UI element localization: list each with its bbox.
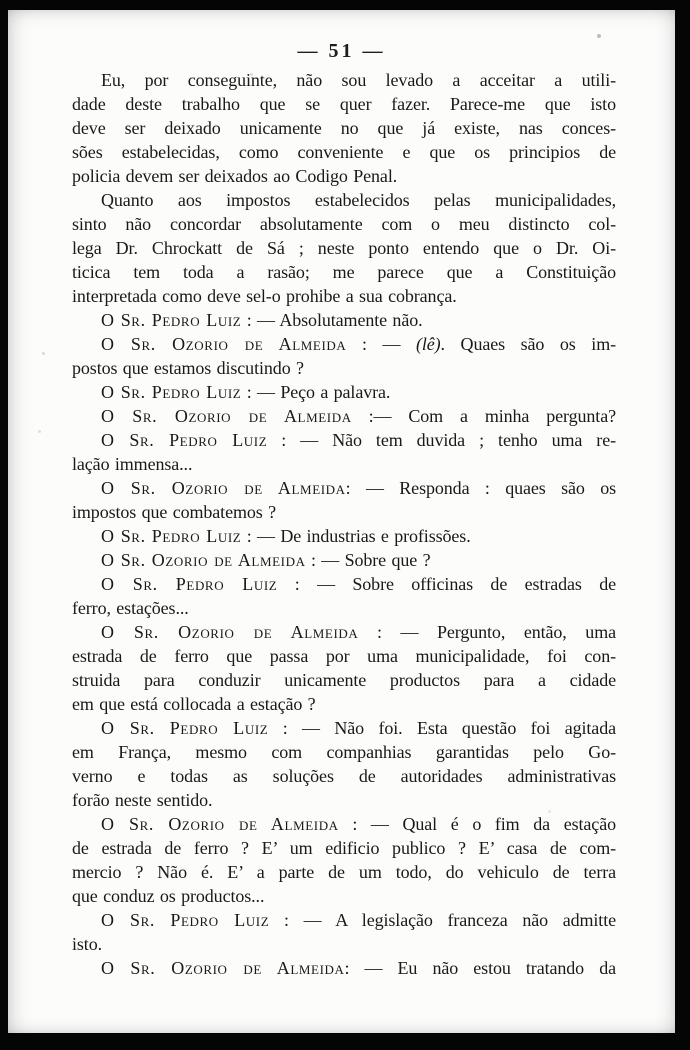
paragraph [72, 956, 616, 980]
text-line [72, 668, 616, 692]
text-run: Quanto aos impostos estabelecidos pelas municipalidades, [101, 190, 616, 210]
scan-speck [597, 34, 601, 38]
text-line [72, 644, 616, 668]
text-run: de estrada de ferro ? E’ um edificio publico ? E’ casa de com- [72, 838, 616, 858]
text-run: impostos que combatemos ? [72, 502, 276, 522]
paragraph [72, 812, 616, 908]
text-line [72, 596, 616, 620]
paragraph [72, 620, 616, 716]
text-run: : — Absolutamente não. [241, 310, 423, 330]
text-line [72, 572, 616, 596]
speaker-name: O Sr. Ozorio de Almeida [101, 406, 352, 426]
text-line [72, 308, 616, 332]
text-run: : — Responda : quaes são os [345, 478, 616, 498]
speaker-name: O Sr. Pedro Luiz [101, 574, 278, 594]
paragraph [72, 524, 616, 548]
text-run: : — Qual é o fim da estação [338, 814, 616, 834]
speaker-name: O Sr. Pedro Luiz [101, 430, 268, 450]
text-run: . Quaes são os im- [440, 334, 616, 354]
speaker-name: O Sr. Pedro Luiz [101, 910, 270, 930]
text-run: deve ser deixado unicamente no que já existe, nas conces- [72, 118, 616, 138]
text-line [72, 908, 616, 932]
text-line [72, 380, 616, 404]
text-run: que conduz os productos... [72, 886, 265, 906]
text-line [72, 692, 616, 716]
document-page [8, 10, 675, 1033]
text-line [72, 884, 616, 908]
speaker-name: O Sr. Ozorio de Almeida [101, 334, 347, 354]
text-run: :— Com a minha pergunta? [351, 406, 616, 426]
text-run: : — Não foi. Esta questão foi agitada [268, 718, 616, 738]
text-run: forão neste sentido. [72, 790, 213, 810]
text-line [72, 956, 616, 980]
speaker-name: O Sr. Ozorio de Almeida [101, 550, 306, 570]
text-line [72, 284, 616, 308]
paragraph [72, 428, 616, 476]
text-run: : — Sobre que ? [305, 550, 431, 570]
text-line [72, 860, 616, 884]
stage-direction: (lê) [415, 334, 441, 354]
text-line [72, 548, 616, 572]
paragraph [72, 572, 616, 620]
text-run: ticica tem toda a rasão; me parece que a Constituição [72, 262, 616, 282]
text-line [72, 524, 616, 548]
scan-speck [42, 352, 45, 355]
text-run: : — Pergunto, então, uma [358, 622, 616, 642]
text-run: estrada de ferro que passa por uma municipalidade, foi con- [72, 646, 616, 666]
speaker-name: O Sr. Pedro Luiz [101, 382, 242, 402]
text-line [72, 428, 616, 452]
speaker-name: O Sr. Ozorio de Almeida [101, 814, 339, 834]
text-run: : — Peço a palavra. [241, 382, 391, 402]
text-run: : — A legislação franceza não admitte [269, 910, 616, 930]
text-line [72, 188, 616, 212]
text-run: em França, mesmo com companhias garantidas pelo Go- [72, 742, 616, 762]
paragraph [72, 404, 616, 428]
speaker-name: O Sr. Ozorio de Almeida [101, 478, 346, 498]
page-number-header: — 51 — [297, 40, 386, 62]
text-run: interpretada como deve sel-o prohibe a sua cobrança. [72, 286, 457, 306]
paragraph [72, 908, 616, 956]
scan-speck [38, 430, 41, 433]
text-run: : — Sobre officinas de estradas de [277, 574, 616, 594]
text-line [72, 476, 616, 500]
text-line [72, 68, 616, 92]
text-run: verno e todas as soluções de autoridades administrativas [72, 766, 616, 786]
text-line [72, 836, 616, 860]
speaker-name: O Sr. Ozorio de Almeida [101, 622, 359, 642]
paragraph [72, 332, 616, 380]
paragraph [72, 476, 616, 524]
text-line [72, 716, 616, 740]
paragraph [72, 380, 616, 404]
paragraph [72, 548, 616, 572]
scan-speck [548, 810, 551, 813]
text-line [72, 788, 616, 812]
text-line [72, 356, 616, 380]
text-run: ferro, estações... [72, 598, 189, 618]
text-line [72, 164, 616, 188]
paragraph [72, 308, 616, 332]
text-run: isto. [72, 934, 103, 954]
text-run: sinto não concordar absolutamente com o meu distincto col- [72, 214, 616, 234]
text-line [72, 332, 616, 356]
text-run: Eu, por conseguinte, não sou levado a acceitar a utili- [101, 70, 616, 90]
text-line [72, 620, 616, 644]
text-line [72, 236, 616, 260]
text-line [72, 932, 616, 956]
scan-speck [250, 73, 253, 76]
speaker-name: O Sr. Ozorio de Almeida [101, 958, 345, 978]
paragraph [72, 68, 616, 188]
text-line [72, 260, 616, 284]
text-run: em que está collocada a estação ? [72, 694, 316, 714]
speaker-name: O Sr. Pedro Luiz [101, 526, 242, 546]
text-line [72, 116, 616, 140]
text-run: lação immensa... [72, 454, 193, 474]
text-line [72, 404, 616, 428]
paragraph [72, 716, 616, 812]
text-line [72, 812, 616, 836]
text-run: struida para conduzir unicamente productos para a cidade [72, 670, 616, 690]
text-run: mercio ? Não é. E’ a parte de um todo, do vehiculo de terra [72, 862, 616, 882]
text-run: : — [346, 334, 416, 354]
speaker-name: O Sr. Pedro Luiz [101, 310, 242, 330]
text-run: sões estabelecidas, como conveniente e que os principios de [72, 142, 616, 162]
text-line [72, 740, 616, 764]
text-run: : — Não tem duvida ; tenho uma re- [267, 430, 616, 450]
text-column [72, 68, 616, 980]
text-run: : — De industrias e profissões. [241, 526, 471, 546]
speaker-name: O Sr. Pedro Luiz [101, 718, 269, 738]
text-run: postos que estamos discutindo ? [72, 358, 304, 378]
text-line [72, 764, 616, 788]
paragraph [72, 188, 616, 308]
text-run: : — Eu não estou tratando da [344, 958, 616, 978]
text-run: policia devem ser deixados ao Codigo Penal. [72, 166, 398, 186]
text-line [72, 452, 616, 476]
text-run: lega Dr. Chrockatt de Sá ; neste ponto entendo que o Dr. Oi- [72, 238, 616, 258]
text-line [72, 500, 616, 524]
text-line [72, 92, 616, 116]
text-line [72, 140, 616, 164]
text-line [72, 212, 616, 236]
text-run: dade deste trabalho que se quer fazer. Parece-me que isto [72, 94, 616, 114]
